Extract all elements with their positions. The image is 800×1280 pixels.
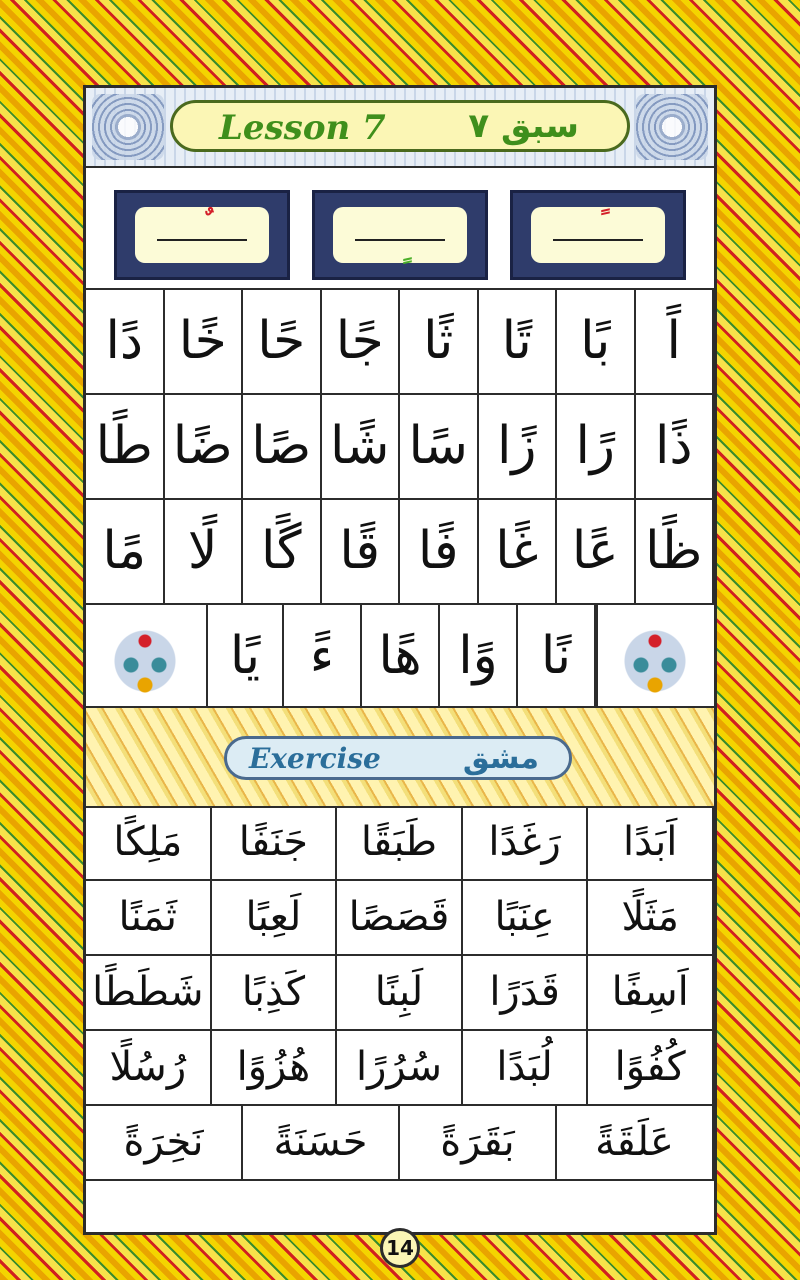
lesson-title-english: Lesson 7 xyxy=(219,108,386,148)
exercise-word-cell: لَبِنًا xyxy=(337,956,463,1029)
exercise-word-cell: رَغَدًا xyxy=(463,806,589,879)
exercise-word-cell: عِنَبًا xyxy=(463,881,589,954)
letter-cell: حًا xyxy=(243,290,322,393)
letter-cell: يًا xyxy=(206,605,284,708)
letter-row xyxy=(86,395,714,500)
exercise-word-cell: ثَمَنًا xyxy=(86,881,212,954)
letter-cell: صًا xyxy=(243,395,322,498)
letter-cell: ءً xyxy=(284,605,362,708)
exercise-banner xyxy=(86,706,714,808)
exercise-row xyxy=(86,1031,714,1106)
exercise-word-cell: لُبَدًا xyxy=(463,1031,589,1104)
title-pill xyxy=(170,100,630,152)
exercise-row xyxy=(86,1106,714,1181)
floral-ornament-icon xyxy=(110,617,180,697)
letter-cell: شًا xyxy=(322,395,401,498)
letter-cell: لًا xyxy=(165,500,244,603)
exercise-word-cell: مَثَلًا xyxy=(588,881,714,954)
letter-row xyxy=(86,605,714,710)
title-banner xyxy=(86,88,714,168)
letter-cell: اً xyxy=(636,290,715,393)
harakat-mark xyxy=(135,209,269,239)
corner-ornament-right-icon xyxy=(636,94,708,160)
exercise-row xyxy=(86,806,714,881)
letter-cell: زًا xyxy=(479,395,558,498)
exercise-pill xyxy=(224,736,572,780)
exercise-word-cell: نَخِرَةً xyxy=(86,1106,243,1179)
exercise-word-cell: جَنَفًا xyxy=(212,806,338,879)
exercise-word-cell: عَلَقَةً xyxy=(557,1106,714,1179)
letter-cell: ضًا xyxy=(165,395,244,498)
letter-cell: گًا xyxy=(243,500,322,603)
lesson-page xyxy=(83,85,717,1235)
letter-cell: خًا xyxy=(165,290,244,393)
letter-cell: ظًا xyxy=(636,500,715,603)
exercise-title-urdu: مشق xyxy=(462,741,539,776)
letter-cell: طًا xyxy=(86,395,165,498)
exercise-title-english: Exercise xyxy=(249,742,381,775)
exercise-word-cell: شَطَطًا xyxy=(86,956,212,1029)
letter-row xyxy=(86,500,714,605)
letter-cell: جًا xyxy=(322,290,401,393)
exercise-word-cell: قَصَصًا xyxy=(337,881,463,954)
page-number: 14 xyxy=(380,1228,420,1268)
exercise-row xyxy=(86,956,714,1031)
letter-cell: هًا xyxy=(362,605,440,708)
letter-cell: ثًا xyxy=(400,290,479,393)
letter-cell: تًا xyxy=(479,290,558,393)
exercise-word-cell: سُرُرًا xyxy=(337,1031,463,1104)
harakat-box-kasratan xyxy=(312,190,488,280)
letter-cell: فًا xyxy=(400,500,479,603)
exercise-word-cell: لَعِبًا xyxy=(212,881,338,954)
letter-cell: عًا xyxy=(557,500,636,603)
harakat-box-dammatan xyxy=(114,190,290,280)
floral-ornament-icon xyxy=(620,617,690,697)
letter-cell: غًا xyxy=(479,500,558,603)
cell-divider xyxy=(596,605,598,708)
corner-ornament-left-icon xyxy=(92,94,164,160)
letter-cell: مًا xyxy=(86,500,165,603)
exercise-word-cell: اَسِفًا xyxy=(588,956,714,1029)
letter-cell: قًا xyxy=(322,500,401,603)
letter-row xyxy=(86,290,714,395)
exercise-word-cell: كَذِبًا xyxy=(212,956,338,1029)
harakat-mark xyxy=(333,233,467,263)
letter-cell: وًا xyxy=(440,605,518,708)
letter-cell: دًا xyxy=(86,290,165,393)
exercise-word-cell: حَسَنَةً xyxy=(243,1106,400,1179)
exercise-word-cell: بَقَرَةً xyxy=(400,1106,557,1179)
exercise-word-cell: كُفُوًا xyxy=(588,1031,714,1104)
letter-cell: نًا xyxy=(518,605,596,708)
letter-cell: رًا xyxy=(557,395,636,498)
exercise-word-cell: رُسُلًا xyxy=(86,1031,212,1104)
lesson-title-urdu: سبق ۷ xyxy=(468,106,579,146)
letter-cell: ذًا xyxy=(636,395,715,498)
letter-cell: سًا xyxy=(400,395,479,498)
exercise-word-cell: هُزُوًا xyxy=(212,1031,338,1104)
exercise-word-cell: طَبَقًا xyxy=(337,806,463,879)
exercise-word-cell: مَلِكًا xyxy=(86,806,212,879)
harakat-mark xyxy=(531,209,665,239)
harakat-row xyxy=(86,168,714,290)
exercise-word-cell: اَبَدًا xyxy=(588,806,714,879)
exercise-row xyxy=(86,881,714,956)
exercise-word-cell: قَدَرًا xyxy=(463,956,589,1029)
harakat-box-fathatan xyxy=(510,190,686,280)
letter-cell: بًا xyxy=(557,290,636,393)
